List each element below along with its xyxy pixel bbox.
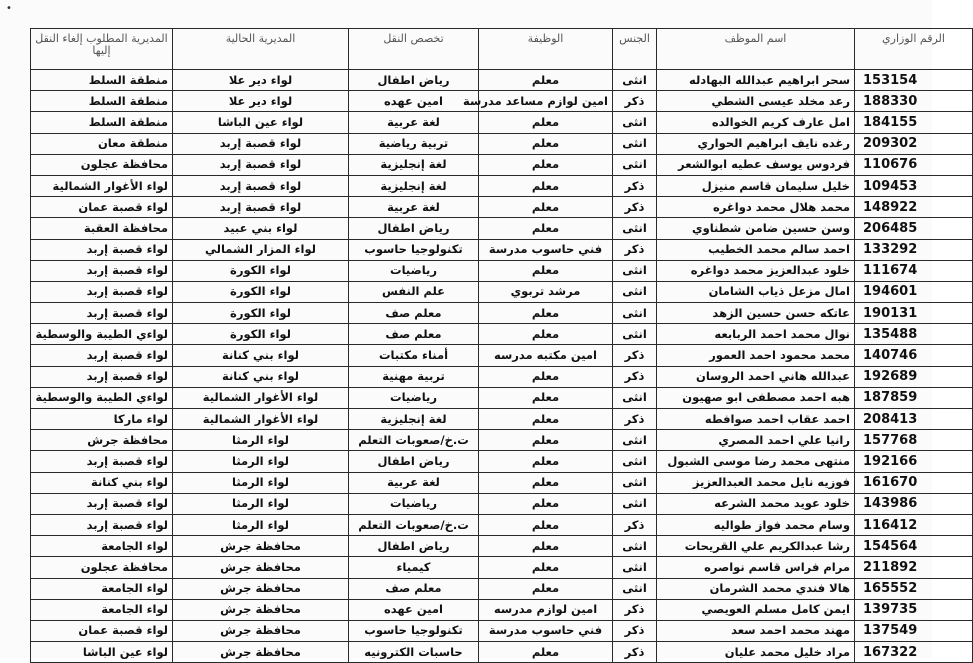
cell-name: عاتكه حسن حسين الزهد xyxy=(657,303,855,324)
cell-job: معلم xyxy=(479,133,613,154)
cell-id: 161670 xyxy=(855,472,973,493)
cell-current-directorate: لواء بني كنانة xyxy=(173,345,349,366)
header-name: اسم الموظف xyxy=(657,29,855,70)
table-row xyxy=(31,239,973,260)
table-row xyxy=(31,493,973,514)
cell-job: معلم xyxy=(479,578,613,599)
cell-current-directorate: لواء الرمثا xyxy=(173,472,349,493)
cell-name: امال مزعل ذياب الشامان xyxy=(657,281,855,302)
cell-current-directorate: محافظة جرش xyxy=(173,578,349,599)
cell-id: 192689 xyxy=(855,366,973,387)
cell-gender: انثى xyxy=(613,451,657,472)
cell-target-directorate: لواء قصبة إربد xyxy=(31,303,173,324)
cell-current-directorate: لواء الكورة xyxy=(173,281,349,302)
cell-name: ايمن كامل مسلم العويصي xyxy=(657,599,855,620)
cell-target-directorate: لواء قصبة إربد xyxy=(31,366,173,387)
table-row xyxy=(31,175,973,196)
cell-id: 133292 xyxy=(855,239,973,260)
cell-id: 154564 xyxy=(855,536,973,557)
table-row xyxy=(31,451,973,472)
table-row xyxy=(31,281,973,302)
cell-job: معلم xyxy=(479,70,613,91)
header-gender: الجنس xyxy=(613,29,657,70)
cell-current-directorate: لواء الأغوار الشمالية xyxy=(173,387,349,408)
cell-name: منتهى محمد رضا موسى الشبول xyxy=(657,451,855,472)
cell-specialization: لغة إنجليزية xyxy=(349,154,479,175)
cell-gender: انثى xyxy=(613,218,657,239)
cell-job: معلم xyxy=(479,260,613,281)
cell-current-directorate: لواء الرمثا xyxy=(173,451,349,472)
cell-job: معلم xyxy=(479,451,613,472)
table-row xyxy=(31,112,973,133)
cell-target-directorate: لواء عين الباشا xyxy=(31,642,173,663)
cell-gender: انثى xyxy=(613,578,657,599)
cell-specialization: رياضيات xyxy=(349,260,479,281)
cell-id: 153154 xyxy=(855,70,973,91)
cell-specialization: علم النفس xyxy=(349,281,479,302)
cell-name: رغده نايف ابراهيم الحواري xyxy=(657,133,855,154)
table-row xyxy=(31,324,973,345)
cell-target-directorate: لواء قصبة إربد xyxy=(31,493,173,514)
cell-current-directorate: محافظة جرش xyxy=(173,599,349,620)
cell-current-directorate: لواء قصبة إربد xyxy=(173,133,349,154)
cell-gender: انثى xyxy=(613,536,657,557)
cell-gender: ذكر xyxy=(613,175,657,196)
table-row xyxy=(31,387,973,408)
cell-specialization: رياضيات xyxy=(349,493,479,514)
header-id: الرقم الوزاري xyxy=(855,29,973,70)
cell-target-directorate: لواء الجامعة xyxy=(31,578,173,599)
cell-gender: ذكر xyxy=(613,197,657,218)
cell-gender: ذكر xyxy=(613,409,657,430)
cell-name: محمد هلال محمد دواغره xyxy=(657,197,855,218)
cell-job: فني حاسوب مدرسة xyxy=(479,239,613,260)
cell-target-directorate: لواء قصبة إربد xyxy=(31,451,173,472)
cell-name: مراد خليل محمد عليان xyxy=(657,642,855,663)
cell-name: مرام فراس قاسم نواصره xyxy=(657,557,855,578)
cell-specialization: رياضيات xyxy=(349,387,479,408)
table-row xyxy=(31,409,973,430)
cell-gender: انثى xyxy=(613,557,657,578)
cell-name: محمد محمود احمد العمور xyxy=(657,345,855,366)
table-row xyxy=(31,536,973,557)
cell-specialization: معلم صف xyxy=(349,324,479,345)
cell-gender: انثى xyxy=(613,154,657,175)
cell-name: عبدالله هاني احمد الروسان xyxy=(657,366,855,387)
cell-gender: ذكر xyxy=(613,239,657,260)
cell-target-directorate: لواء الجامعة xyxy=(31,599,173,620)
cell-specialization: لغة إنجليزية xyxy=(349,409,479,430)
cell-target-directorate: لواء قصبة عمان xyxy=(31,197,173,218)
cell-id: 192166 xyxy=(855,451,973,472)
cell-specialization: أمناء مكتبات xyxy=(349,345,479,366)
cell-target-directorate: لواء ماركا xyxy=(31,409,173,430)
table-row xyxy=(31,70,973,91)
cell-specialization: رياض اطفال xyxy=(349,70,479,91)
table-row xyxy=(31,91,973,112)
cell-target-directorate: محافظة عجلون xyxy=(31,557,173,578)
cell-id: 143986 xyxy=(855,493,973,514)
page-mark: • xyxy=(6,3,12,14)
cell-specialization: امين عهده xyxy=(349,599,479,620)
header-row xyxy=(31,29,973,70)
cell-name: احمد سالم محمد الخطيب xyxy=(657,239,855,260)
cell-gender: ذكر xyxy=(613,345,657,366)
cell-job: معلم xyxy=(479,197,613,218)
cell-specialization: تكنولوجيا حاسوب xyxy=(349,620,479,641)
cell-gender: انثى xyxy=(613,260,657,281)
header-job: الوظيفة xyxy=(479,29,613,70)
cell-gender: انثى xyxy=(613,387,657,408)
cell-name: رشا عبدالكريم علي القريحات xyxy=(657,536,855,557)
cell-id: 184155 xyxy=(855,112,973,133)
cell-target-directorate: منطقة السلط xyxy=(31,70,173,91)
cell-job: معلم xyxy=(479,409,613,430)
cell-current-directorate: لواء بني عبيد xyxy=(173,218,349,239)
table-row xyxy=(31,218,973,239)
cell-target-directorate: لواء قصبة إربد xyxy=(31,260,173,281)
cell-name: وسام محمد فواز طواليه xyxy=(657,514,855,535)
cell-current-directorate: لواء الرمثا xyxy=(173,493,349,514)
cell-id: 167322 xyxy=(855,642,973,663)
table-row xyxy=(31,303,973,324)
cell-specialization: تكنولوجيا حاسوب xyxy=(349,239,479,260)
table-body xyxy=(31,70,973,663)
cell-current-directorate: لواء المزار الشمالي xyxy=(173,239,349,260)
cell-job: امين مكتبه مدرسه xyxy=(479,345,613,366)
cell-current-directorate: لواء عين الباشا xyxy=(173,112,349,133)
cell-target-directorate: لواءي الطيبة والوسطية xyxy=(31,387,173,408)
cell-target-directorate: لواء قصبة إربد xyxy=(31,514,173,535)
cell-gender: انثى xyxy=(613,133,657,154)
cell-job: معلم xyxy=(479,303,613,324)
cell-name: امل عارف كريم الخوالده xyxy=(657,112,855,133)
cell-specialization: حاسبات الكترونيه xyxy=(349,642,479,663)
table-row xyxy=(31,133,973,154)
cell-specialization: لغة عربية xyxy=(349,472,479,493)
cell-job: معلم xyxy=(479,493,613,514)
cell-current-directorate: محافظة جرش xyxy=(173,557,349,578)
cell-id: 137549 xyxy=(855,620,973,641)
cell-target-directorate: لواء قصبة إربد xyxy=(31,281,173,302)
cell-id: 116412 xyxy=(855,514,973,535)
cell-specialization: لغة عربية xyxy=(349,197,479,218)
table-row xyxy=(31,472,973,493)
cell-job: معلم xyxy=(479,112,613,133)
cell-current-directorate: لواء الكورة xyxy=(173,324,349,345)
cell-current-directorate: لواء دير علا xyxy=(173,91,349,112)
transfer-table xyxy=(30,28,973,663)
cell-target-directorate: لواء قصبة إربد xyxy=(31,239,173,260)
cell-name: مهند محمد احمد سعد xyxy=(657,620,855,641)
cell-specialization: كيمياء xyxy=(349,557,479,578)
cell-job: معلم xyxy=(479,430,613,451)
cell-id: 190131 xyxy=(855,303,973,324)
cell-name: خلود عويد محمد الشرعه xyxy=(657,493,855,514)
cell-gender: ذكر xyxy=(613,91,657,112)
cell-specialization: لغة إنجليزية xyxy=(349,175,479,196)
cell-target-directorate: محافظة عجلون xyxy=(31,154,173,175)
cell-specialization: ت.خ/صعوبات التعلم xyxy=(349,514,479,535)
cell-target-directorate: منطقة السلط xyxy=(31,112,173,133)
cell-target-directorate: محافظة جرش xyxy=(31,430,173,451)
cell-job: معلم xyxy=(479,154,613,175)
cell-name: رانيا علي احمد المصري xyxy=(657,430,855,451)
cell-gender: انثى xyxy=(613,493,657,514)
cell-id: 188330 xyxy=(855,91,973,112)
cell-job: معلم xyxy=(479,366,613,387)
cell-target-directorate: محافظة العقبة xyxy=(31,218,173,239)
cell-current-directorate: لواء الكورة xyxy=(173,303,349,324)
header-specialization: تخصص النقل xyxy=(349,29,479,70)
cell-name: هالا فندي محمد الشرمان xyxy=(657,578,855,599)
cell-target-directorate: لواء قصبة عمان xyxy=(31,620,173,641)
cell-current-directorate: لواء الرمثا xyxy=(173,430,349,451)
cell-job: معلم xyxy=(479,514,613,535)
cell-id: 140746 xyxy=(855,345,973,366)
cell-specialization: رياض اطفال xyxy=(349,218,479,239)
cell-current-directorate: لواء الرمثا xyxy=(173,514,349,535)
cell-id: 211892 xyxy=(855,557,973,578)
cell-name: سحر ابراهيم عبدالله البهادله xyxy=(657,70,855,91)
table-row xyxy=(31,578,973,599)
cell-id: 208413 xyxy=(855,409,973,430)
cell-gender: ذكر xyxy=(613,514,657,535)
cell-id: 135488 xyxy=(855,324,973,345)
cell-gender: ذكر xyxy=(613,620,657,641)
cell-job: معلم xyxy=(479,642,613,663)
cell-current-directorate: لواء قصبة إربد xyxy=(173,197,349,218)
cell-target-directorate: لواء الجامعة xyxy=(31,536,173,557)
cell-job: معلم xyxy=(479,324,613,345)
cell-specialization: رياض اطفال xyxy=(349,451,479,472)
table-row xyxy=(31,345,973,366)
cell-name: خلود عبدالعزيز محمد دواغره xyxy=(657,260,855,281)
cell-gender: ذكر xyxy=(613,642,657,663)
cell-id: 209302 xyxy=(855,133,973,154)
cell-target-directorate: لواءي الطيبة والوسطية xyxy=(31,324,173,345)
cell-gender: انثى xyxy=(613,472,657,493)
cell-target-directorate: لواء بني كنانة xyxy=(31,472,173,493)
cell-name: فردوس يوسف عطيه ابوالشعر xyxy=(657,154,855,175)
cell-target-directorate: منطقة السلط xyxy=(31,91,173,112)
table-row xyxy=(31,260,973,281)
cell-specialization: امين عهده xyxy=(349,91,479,112)
cell-current-directorate: محافظة جرش xyxy=(173,536,349,557)
cell-job: معلم xyxy=(479,218,613,239)
cell-gender: انثى xyxy=(613,324,657,345)
cell-id: 194601 xyxy=(855,281,973,302)
cell-job: معلم xyxy=(479,472,613,493)
table-row xyxy=(31,599,973,620)
cell-name: فوزيه نايل محمد العبدالعزيز xyxy=(657,472,855,493)
cell-job: معلم xyxy=(479,387,613,408)
cell-id: 165552 xyxy=(855,578,973,599)
cell-current-directorate: محافظة جرش xyxy=(173,642,349,663)
cell-specialization: لغة عربية xyxy=(349,112,479,133)
cell-specialization: معلم صف xyxy=(349,578,479,599)
table-row xyxy=(31,514,973,535)
cell-specialization: ت.خ/صعوبات التعلم xyxy=(349,430,479,451)
table-row xyxy=(31,197,973,218)
table-row xyxy=(31,642,973,663)
cell-name: خليل سليمان قاسم منيزل xyxy=(657,175,855,196)
cell-gender: انثى xyxy=(613,281,657,302)
cell-gender: انثى xyxy=(613,430,657,451)
cell-id: 139735 xyxy=(855,599,973,620)
cell-id: 187859 xyxy=(855,387,973,408)
cell-job: فني حاسوب مدرسة xyxy=(479,620,613,641)
table-row xyxy=(31,557,973,578)
cell-target-directorate: لواء قصبة إربد xyxy=(31,345,173,366)
cell-specialization: معلم صف xyxy=(349,303,479,324)
cell-current-directorate: لواء قصبة إربد xyxy=(173,154,349,175)
cell-current-directorate: لواء دير علا xyxy=(173,70,349,91)
cell-job: معلم xyxy=(479,175,613,196)
cell-current-directorate: لواء الأغوار الشمالية xyxy=(173,409,349,430)
cell-id: 206485 xyxy=(855,218,973,239)
header-current-directorate: المديرية الحالية xyxy=(173,29,349,70)
cell-gender: ذكر xyxy=(613,599,657,620)
cell-job: امين لوازم مدرسه xyxy=(479,599,613,620)
cell-current-directorate: محافظة جرش xyxy=(173,620,349,641)
cell-specialization: تربية مهنية xyxy=(349,366,479,387)
cell-job: امين لوازم مساعد مدرسة xyxy=(479,91,613,112)
cell-gender: ذكر xyxy=(613,366,657,387)
cell-name: هبه احمد مصطفى ابو صهيون xyxy=(657,387,855,408)
cell-id: 148922 xyxy=(855,197,973,218)
cell-current-directorate: لواء الكورة xyxy=(173,260,349,281)
cell-gender: انثى xyxy=(613,70,657,91)
cell-job: معلم xyxy=(479,557,613,578)
cell-job: مرشد تربوي xyxy=(479,281,613,302)
cell-gender: انثى xyxy=(613,303,657,324)
table-row xyxy=(31,620,973,641)
table-header xyxy=(31,29,973,70)
cell-job: معلم xyxy=(479,536,613,557)
cell-id: 109453 xyxy=(855,175,973,196)
cell-gender: انثى xyxy=(613,112,657,133)
cell-target-directorate: لواء الأغوار الشمالية xyxy=(31,175,173,196)
cell-id: 110676 xyxy=(855,154,973,175)
cell-specialization: رياض اطفال xyxy=(349,536,479,557)
cell-specialization: تربية رياضية xyxy=(349,133,479,154)
table-row xyxy=(31,430,973,451)
cell-name: وسن حسين ضامن شطناوي xyxy=(657,218,855,239)
header-target-directorate: المديرية المطلوب إلغاء النقل إليها xyxy=(31,29,173,70)
cell-name: رعد مخلد عيسى الشطي xyxy=(657,91,855,112)
cell-name: احمد عقاب احمد صوافطه xyxy=(657,409,855,430)
cell-name: نوال محمد احمد الربابعه xyxy=(657,324,855,345)
table-row xyxy=(31,154,973,175)
cell-current-directorate: لواء بني كنانة xyxy=(173,366,349,387)
cell-current-directorate: لواء قصبة إربد xyxy=(173,175,349,196)
cell-target-directorate: منطقة معان xyxy=(31,133,173,154)
cell-id: 157768 xyxy=(855,430,973,451)
cell-id: 111674 xyxy=(855,260,973,281)
table-row xyxy=(31,366,973,387)
